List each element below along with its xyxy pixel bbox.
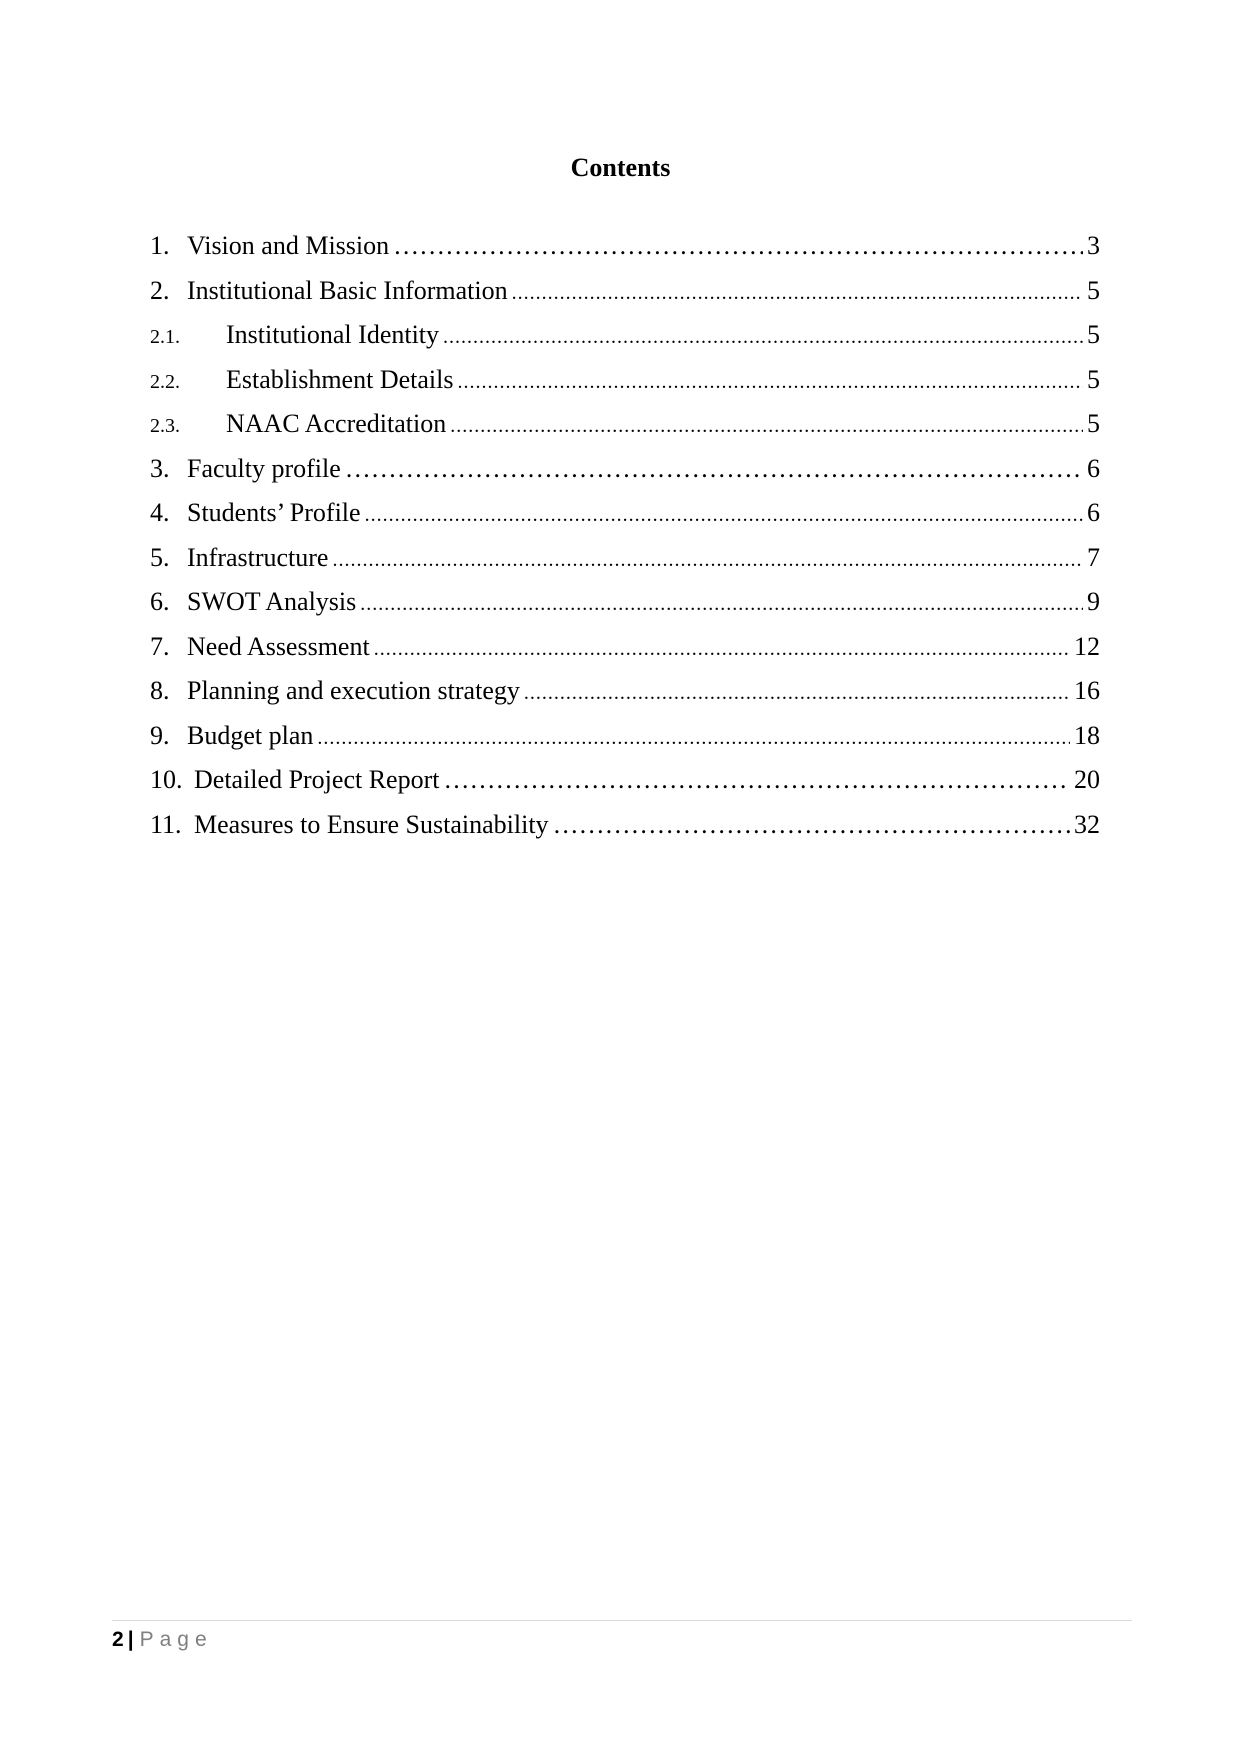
toc-entry-title: Infrastructure bbox=[187, 542, 329, 572]
dot-leader bbox=[332, 542, 1083, 578]
toc-entry-number: 6. bbox=[150, 587, 170, 616]
toc-entry-swot-analysis[interactable] bbox=[150, 584, 1100, 629]
toc-entry-title: Planning and execution strategy bbox=[187, 676, 520, 705]
toc-entry-page: 3 bbox=[1087, 231, 1100, 260]
dot-leader bbox=[512, 275, 1083, 311]
toc-entry-title: Need Assessment bbox=[187, 631, 370, 661]
toc-entry-page: 5 bbox=[1087, 364, 1100, 394]
dot-leader bbox=[524, 675, 1070, 711]
toc-entry-basic-information[interactable] bbox=[150, 273, 1100, 318]
toc-entry-title: Measures to Ensure Sustainability bbox=[194, 809, 549, 839]
toc-entry-title: Vision and Mission bbox=[187, 231, 390, 260]
toc-entry-page: 5 bbox=[1087, 275, 1100, 305]
dot-leader bbox=[374, 631, 1070, 667]
toc-entry-number: 4. bbox=[150, 498, 170, 527]
toc-entry-naac-accreditation[interactable] bbox=[150, 406, 1100, 451]
toc-entry-number: 2.2. bbox=[150, 370, 180, 393]
dot-leader bbox=[457, 364, 1083, 400]
toc-entry-title: Faculty profile bbox=[187, 453, 341, 483]
toc-entry-title: Institutional Identity bbox=[226, 320, 440, 349]
toc-entry-number: 2.3. bbox=[150, 415, 180, 437]
dot-leader bbox=[443, 762, 1070, 800]
toc-entry-page: 20 bbox=[1074, 765, 1100, 794]
toc-entry-number: 2. bbox=[150, 275, 170, 305]
toc-entry-page: 6 bbox=[1087, 498, 1100, 527]
dot-leader bbox=[393, 228, 1083, 266]
toc-entry-page: 5 bbox=[1087, 409, 1100, 438]
toc-entry-need-assessment[interactable] bbox=[150, 629, 1100, 674]
toc-entry-budget-plan[interactable] bbox=[150, 718, 1100, 763]
toc-entry-establishment-details[interactable] bbox=[150, 362, 1100, 407]
toc-entry-students-profile[interactable] bbox=[150, 495, 1100, 540]
toc-entry-number: 5. bbox=[150, 542, 170, 572]
dot-leader bbox=[450, 408, 1083, 444]
toc-entry-title: Students’ Profile bbox=[187, 498, 361, 527]
toc-entry-title: Institutional Basic Information bbox=[187, 275, 508, 305]
toc-entry-page: 6 bbox=[1087, 453, 1100, 483]
footer-divider bbox=[112, 1620, 1132, 1621]
toc-entry-number: 11. bbox=[150, 809, 182, 839]
toc-entry-number: 3. bbox=[150, 453, 170, 483]
footer-page-word: Page bbox=[139, 1628, 213, 1651]
toc-entry-page: 9 bbox=[1087, 587, 1100, 616]
toc-entry-title: NAAC Accreditation bbox=[226, 409, 447, 438]
toc-entry-infrastructure[interactable] bbox=[150, 540, 1100, 585]
toc-entry-page: 7 bbox=[1087, 542, 1100, 572]
toc-entry-page: 32 bbox=[1074, 809, 1100, 839]
toc-entry-title: Budget plan bbox=[187, 720, 314, 750]
toc-entry-faculty-profile[interactable] bbox=[150, 451, 1100, 496]
page-title: Contents bbox=[570, 153, 671, 182]
toc-entry-page: 5 bbox=[1087, 320, 1100, 349]
dot-leader bbox=[360, 586, 1083, 622]
dot-leader bbox=[317, 720, 1070, 756]
toc-entry-page: 12 bbox=[1074, 631, 1100, 661]
toc-entry-institutional-identity[interactable] bbox=[150, 317, 1100, 362]
toc-entry-title: SWOT Analysis bbox=[187, 587, 357, 616]
dot-leader bbox=[365, 497, 1083, 533]
dot-leader bbox=[345, 451, 1083, 489]
footer-separator: | bbox=[127, 1628, 134, 1651]
toc-entry-planning-strategy[interactable] bbox=[150, 673, 1100, 718]
toc-entry-number: 9. bbox=[150, 720, 170, 750]
toc-entry-number: 7. bbox=[150, 631, 170, 661]
dot-leader bbox=[553, 807, 1070, 845]
toc-entry-number: 10. bbox=[150, 765, 183, 794]
toc-entry-number: 1. bbox=[150, 231, 170, 260]
toc-entry-number: 2.1. bbox=[150, 326, 180, 348]
toc-entry-title: Detailed Project Report bbox=[194, 765, 440, 794]
page-footer bbox=[112, 1625, 213, 1655]
toc-entry-number: 8. bbox=[150, 676, 170, 705]
table-of-contents bbox=[150, 228, 1100, 851]
toc-entry-detailed-project-report[interactable] bbox=[150, 762, 1100, 807]
toc-entry-sustainability-measures[interactable] bbox=[150, 807, 1100, 852]
footer-page-number: 2 bbox=[112, 1628, 124, 1651]
toc-entry-vision-mission[interactable] bbox=[150, 228, 1100, 273]
toc-entry-page: 18 bbox=[1074, 720, 1100, 750]
toc-entry-page: 16 bbox=[1074, 676, 1100, 705]
dot-leader bbox=[443, 319, 1083, 355]
toc-entry-title: Establishment Details bbox=[226, 364, 454, 394]
